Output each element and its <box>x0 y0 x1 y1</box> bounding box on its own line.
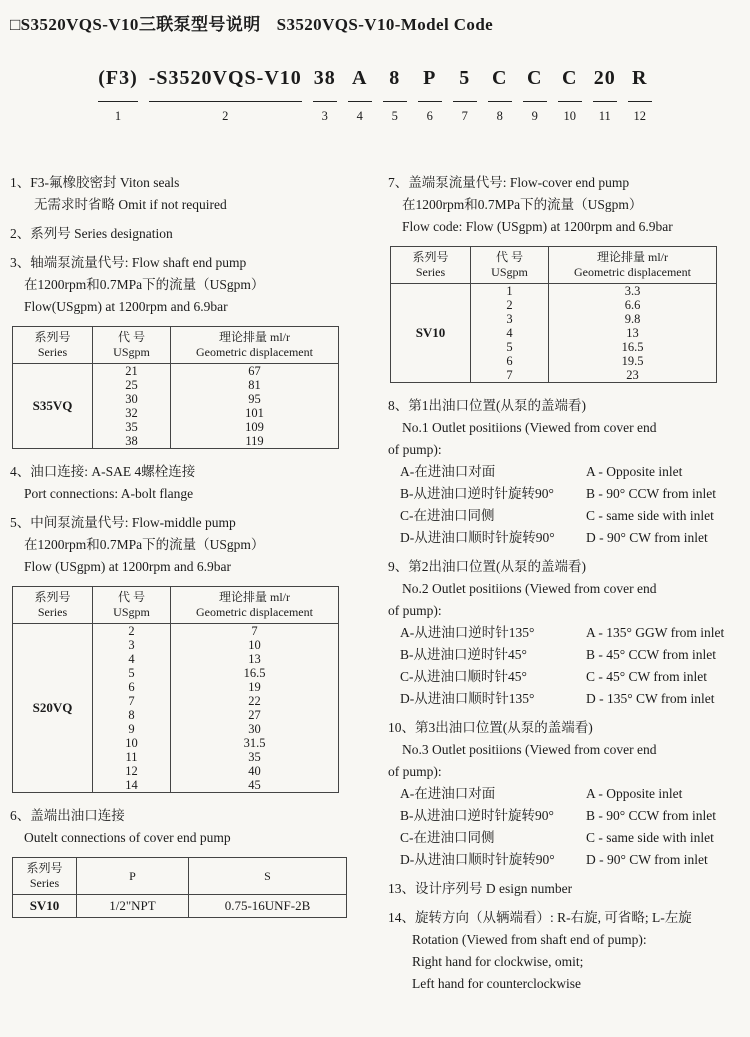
segment-text: 38 <box>313 67 336 89</box>
cell-code: 3 <box>93 638 171 652</box>
model-code-segment-4 <box>348 66 372 124</box>
cell-code: 35 <box>93 420 171 434</box>
model-code-segment-1 <box>98 66 138 124</box>
title-en: S3520VQS-V10-Model Code <box>276 15 494 34</box>
header-series-en: Series <box>37 605 68 619</box>
item-14-rotation <box>388 907 744 995</box>
segment-underline <box>558 90 582 102</box>
cell-code: 12 <box>93 764 171 778</box>
segment-underline <box>348 90 372 102</box>
option-row <box>388 849 744 871</box>
item-line: 8、第1出油口位置(从泵的盖端看) <box>388 398 586 413</box>
col-header-s: S <box>189 858 347 895</box>
option-row <box>388 644 744 666</box>
header-disp-cn: 理论排量 ml/r <box>219 590 290 604</box>
item-line: 3、轴端泵流量代号: Flow shaft end pump <box>10 255 247 270</box>
option-row <box>388 505 744 527</box>
table-row <box>13 895 347 918</box>
segment-text: (F3) <box>98 67 138 89</box>
cell-code: 5 <box>93 666 171 680</box>
cell-p-thread: 1/2"NPT <box>77 895 189 918</box>
segment-underline <box>453 90 477 102</box>
option-row <box>388 666 744 688</box>
segment-text: 5 <box>459 67 471 89</box>
segment-text: C <box>527 67 543 89</box>
header-series-en: Series <box>37 345 68 359</box>
option-cn: D-从进油口顺时针135° <box>400 691 535 706</box>
segment-text: C <box>492 67 508 89</box>
item-5-middle-pump-flow <box>10 512 378 578</box>
option-row <box>388 622 744 644</box>
segment-underline <box>418 90 442 102</box>
header-disp-en: Geometric displacement <box>196 345 313 359</box>
series-cell: S35VQ <box>13 364 93 449</box>
cell-code: 5 <box>471 340 549 354</box>
cell-displacement: 3.3 <box>549 284 717 299</box>
item-7-cover-end-flow <box>388 172 744 238</box>
model-code-segment-3 <box>313 66 337 124</box>
cover-pump-flow-table <box>390 246 717 383</box>
col-header-displacement <box>549 247 717 284</box>
cell-displacement: 27 <box>171 708 339 722</box>
table-row <box>13 624 339 639</box>
segment-number: 12 <box>633 109 647 123</box>
header-code-en: USgpm <box>113 345 150 359</box>
segment-number: 9 <box>531 109 538 123</box>
cell-displacement: 6.6 <box>549 298 717 312</box>
cell-displacement: 10 <box>171 638 339 652</box>
segment-number: 11 <box>598 109 611 123</box>
cell-displacement: 31.5 <box>171 736 339 750</box>
option-cn: D-从进油口顺时针旋转90° <box>400 530 555 545</box>
item-line: Port connections: A-bolt flange <box>24 486 194 501</box>
model-code-segment-8 <box>488 66 512 124</box>
option-cn: A-在进油口对面 <box>400 786 496 801</box>
table-row <box>391 284 717 299</box>
header-series-cn: 系列号 <box>34 590 71 604</box>
item-line: of pump): <box>388 603 442 618</box>
segment-text: 8 <box>389 67 401 89</box>
page-title <box>10 10 493 35</box>
cell-displacement: 45 <box>171 778 339 793</box>
item-line: No.2 Outlet positiions (Viewed from cover end <box>402 581 657 596</box>
header-series-en: Series <box>415 265 446 279</box>
cell-code: 14 <box>93 778 171 793</box>
option-row <box>388 827 744 849</box>
option-cn: D-从进油口顺时针旋转90° <box>400 852 555 867</box>
cell-displacement: 9.8 <box>549 312 717 326</box>
item-line: 13、设计序列号 D esign number <box>388 881 573 896</box>
item-line: 在1200rpm和0.7MPa下的流量（USgpm） <box>24 277 265 292</box>
cell-code: 7 <box>471 368 549 383</box>
header-series-cn: 系列号 <box>34 330 71 344</box>
header-disp-en: Geometric displacement <box>574 265 691 279</box>
header-disp-cn: 理论排量 ml/r <box>219 330 290 344</box>
table-header-row <box>13 327 339 364</box>
cell-code: 10 <box>93 736 171 750</box>
item-line: Left hand for counterclockwise <box>412 976 582 991</box>
model-code-segment-5 <box>383 66 407 124</box>
cell-displacement: 35 <box>171 750 339 764</box>
item-line: 无需求时省略 Omit if not required <box>34 197 227 212</box>
item-line: of pump): <box>388 764 442 779</box>
option-en: B - 90° CCW from inlet <box>586 808 717 823</box>
option-cn: B-从进油口逆时针旋转90° <box>400 486 554 501</box>
cell-code: 7 <box>93 694 171 708</box>
option-cn: A-从进油口逆时针135° <box>400 625 535 640</box>
cell-displacement: 16.5 <box>549 340 717 354</box>
item-line: of pump): <box>388 442 442 457</box>
cell-code: 4 <box>471 326 549 340</box>
cell-displacement: 13 <box>171 652 339 666</box>
segment-number: 6 <box>426 109 433 123</box>
item-line: 在1200rpm和0.7MPa下的流量（USgpm） <box>24 537 265 552</box>
series-cell: S20VQ <box>13 624 93 793</box>
col-header-p: P <box>77 858 189 895</box>
segment-underline <box>149 90 302 102</box>
option-cn: C-在进油口同侧 <box>400 508 495 523</box>
option-cn: C-从进油口顺时针45° <box>400 669 527 684</box>
header-disp-cn: 理论排量 ml/r <box>597 250 668 264</box>
cell-displacement: 109 <box>171 420 339 434</box>
cell-displacement: 119 <box>171 434 339 449</box>
segment-number: 3 <box>321 109 328 123</box>
cell-code: 21 <box>93 364 171 379</box>
shaft-pump-flow-table <box>12 326 339 449</box>
cell-code: 4 <box>93 652 171 666</box>
item-line: 7、盖端泵流量代号: Flow-cover end pump <box>388 175 630 190</box>
item-line: 2、系列号 Series designation <box>10 226 173 241</box>
item-9-outlet-2-position <box>388 556 744 710</box>
option-en: A - Opposite inlet <box>586 464 683 479</box>
model-code-segment-12 <box>628 66 652 124</box>
option-en: B - 90° CCW from inlet <box>586 486 717 501</box>
cell-displacement: 22 <box>171 694 339 708</box>
option-en: C - same side with inlet <box>586 508 714 523</box>
option-cn: B-从进油口逆时针旋转90° <box>400 808 554 823</box>
col-header-series <box>13 327 93 364</box>
col-header-series <box>391 247 471 284</box>
cell-code: 8 <box>93 708 171 722</box>
model-code-segment-2 <box>149 66 302 124</box>
segment-underline <box>313 90 337 102</box>
item-line: 10、第3出油口位置(从泵的盖端看) <box>388 720 593 735</box>
option-row <box>388 461 744 483</box>
cell-displacement: 19.5 <box>549 354 717 368</box>
cell-s-thread: 0.75-16UNF-2B <box>189 895 347 918</box>
option-row <box>388 483 744 505</box>
item-line: 14、旋转方向（从辆端看）: R-右旋, 可省略; L-左旋 <box>388 910 692 925</box>
segment-underline <box>488 90 512 102</box>
item-8-outlet-1-position <box>388 395 744 549</box>
header-series-cn: 系列号 <box>26 861 63 875</box>
header-code-cn: 代 号 <box>117 330 145 344</box>
title-cn: S3520VQS-V10三联泵型号说明 <box>20 15 261 34</box>
option-en: D - 135° CW from inlet <box>586 691 715 706</box>
segment-number: 5 <box>391 109 398 123</box>
cell-displacement: 19 <box>171 680 339 694</box>
item-line: Right hand for clockwise, omit; <box>412 954 584 969</box>
item-line: Flow(USgpm) at 1200rpm and 6.9bar <box>24 299 228 314</box>
option-en: A - 135° GGW from inlet <box>586 625 725 640</box>
option-cn: A-在进油口对面 <box>400 464 496 479</box>
model-code-segment-6 <box>418 66 442 124</box>
cell-displacement: 23 <box>549 368 717 383</box>
option-en: D - 90° CW from inlet <box>586 530 708 545</box>
cell-code: 2 <box>93 624 171 639</box>
col-header-series <box>13 587 93 624</box>
cell-code: 38 <box>93 434 171 449</box>
table-header-row <box>13 587 339 624</box>
item-10-outlet-3-position <box>388 717 744 871</box>
cell-displacement: 101 <box>171 406 339 420</box>
header-code-en: USgpm <box>113 605 150 619</box>
table-header-row <box>13 858 347 895</box>
header-series-en: Series <box>29 876 60 890</box>
item-13-design-number <box>388 878 744 900</box>
cell-displacement: 7 <box>171 624 339 639</box>
header-code-cn: 代 号 <box>495 250 523 264</box>
segment-text: A <box>352 67 368 89</box>
cell-displacement: 95 <box>171 392 339 406</box>
segment-text: 20 <box>593 67 616 89</box>
item-6-cover-outlet-connections <box>10 805 378 849</box>
table-row <box>13 364 339 379</box>
option-row <box>388 688 744 710</box>
option-row <box>388 783 744 805</box>
item-line: 1、F3-氟橡胶密封 Viton seals <box>10 175 180 190</box>
header-code-cn: 代 号 <box>117 590 145 604</box>
col-header-displacement <box>171 587 339 624</box>
model-code-diagram <box>0 66 750 124</box>
series-cell: SV10 <box>391 284 471 383</box>
cell-displacement: 81 <box>171 378 339 392</box>
option-row <box>388 805 744 827</box>
item-line: Outelt connections of cover end pump <box>24 830 231 845</box>
segment-number: 4 <box>356 109 363 123</box>
segment-number: 7 <box>461 109 468 123</box>
segment-number: 10 <box>563 109 577 123</box>
item-3-shaft-end-flow <box>10 252 378 318</box>
table-header-row <box>391 247 717 284</box>
cell-code: 25 <box>93 378 171 392</box>
col-header-series <box>13 858 77 895</box>
left-column <box>10 172 378 930</box>
segment-text: -S3520VQS-V10 <box>148 67 302 89</box>
item-line: 9、第2出油口位置(从泵的盖端看) <box>388 559 586 574</box>
item-line: 4、油口连接: A-SAE 4螺栓连接 <box>10 464 196 479</box>
item-line: 6、盖端出油口连接 <box>10 808 125 823</box>
cell-code: 2 <box>471 298 549 312</box>
header-code-en: USgpm <box>491 265 528 279</box>
header-series-cn: 系列号 <box>412 250 449 264</box>
option-en: D - 90° CW from inlet <box>586 852 708 867</box>
option-cn: B-从进油口逆时针45° <box>400 647 527 662</box>
option-en: C - same side with inlet <box>586 830 714 845</box>
col-header-code <box>93 327 171 364</box>
header-disp-en: Geometric displacement <box>196 605 313 619</box>
segment-number: 2 <box>222 109 229 123</box>
item-2-series-designation <box>10 223 378 245</box>
segment-underline <box>593 90 617 102</box>
item-1-viton-seals <box>10 172 378 216</box>
cell-displacement: 40 <box>171 764 339 778</box>
segment-text: C <box>562 67 578 89</box>
right-column <box>388 172 744 1002</box>
segment-underline <box>383 90 407 102</box>
item-line: Flow code: Flow (USgpm) at 1200rpm and 6.9bar <box>402 219 673 234</box>
segment-text: R <box>632 67 648 89</box>
segment-underline <box>628 90 652 102</box>
cover-connections-table <box>12 857 347 918</box>
option-cn: C-在进油口同侧 <box>400 830 495 845</box>
cell-displacement: 16.5 <box>171 666 339 680</box>
segment-underline <box>523 90 547 102</box>
cell-code: 6 <box>471 354 549 368</box>
item-4-port-connections <box>10 461 378 505</box>
item-line: Flow (USgpm) at 1200rpm and 6.9bar <box>24 559 231 574</box>
item-line: No.3 Outlet positiions (Viewed from cover end <box>402 742 657 757</box>
item-line: 5、中间泵流量代号: Flow-middle pump <box>10 515 236 530</box>
model-code-segment-11 <box>593 66 617 124</box>
cell-code: 30 <box>93 392 171 406</box>
middle-pump-flow-table <box>12 586 339 793</box>
cell-code: 9 <box>93 722 171 736</box>
cell-code: 1 <box>471 284 549 299</box>
cell-code: 6 <box>93 680 171 694</box>
option-en: C - 45° CW from inlet <box>586 669 708 684</box>
item-line: 在1200rpm和0.7MPa下的流量（USgpm） <box>402 197 643 212</box>
col-header-code <box>471 247 549 284</box>
item-line: Rotation (Viewed from shaft end of pump): <box>412 932 647 947</box>
model-code-segment-7 <box>453 66 477 124</box>
model-code-segment-9 <box>523 66 547 124</box>
model-code-segment-10 <box>558 66 582 124</box>
col-header-displacement <box>171 327 339 364</box>
cell-displacement: 13 <box>549 326 717 340</box>
cell-displacement: 67 <box>171 364 339 379</box>
segment-underline <box>98 90 138 102</box>
col-header-code <box>93 587 171 624</box>
checkbox-glyph: □ <box>10 15 21 34</box>
option-en: A - Opposite inlet <box>586 786 683 801</box>
item-line: No.1 Outlet positiions (Viewed from cover end <box>402 420 657 435</box>
cell-code: 11 <box>93 750 171 764</box>
option-en: B - 45° CCW from inlet <box>586 647 717 662</box>
segment-text: P <box>423 67 437 89</box>
cell-code: 32 <box>93 406 171 420</box>
cell-code: 3 <box>471 312 549 326</box>
option-row <box>388 527 744 549</box>
segment-number: 8 <box>496 109 503 123</box>
segment-number: 1 <box>114 109 122 123</box>
cell-series: SV10 <box>13 895 77 918</box>
cell-displacement: 30 <box>171 722 339 736</box>
